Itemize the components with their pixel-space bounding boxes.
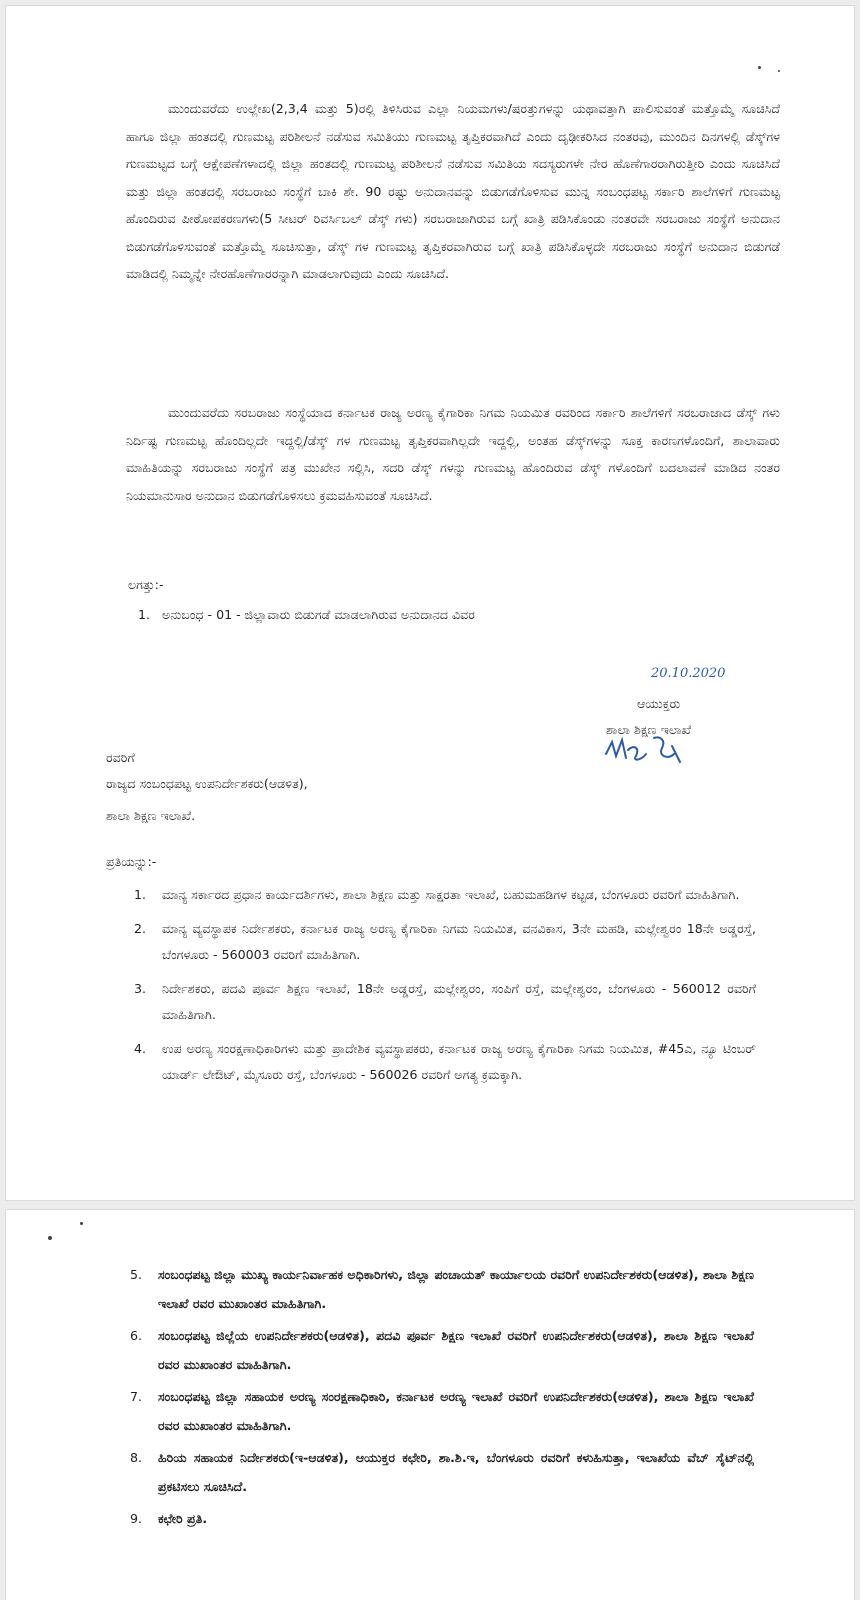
body-paragraph-1-text: ಮುಂದುವರೆದು ಉಲ್ಲೇಖ(2,3,4 ಮತ್ತು 5)ರಲ್ಲಿ ತಿಳಿಸಿರುವ ಎಲ್ಲಾ ನಿಯಮಗಳು/ಷರತ್ತುಗಳನ್ನು ಯಥಾವತ್ತಾಗಿ ಪಾಲಿಸುವಂತೆ ಮತ್ತೊಮ್ಮೆ ಸೂಚಿಸಿದೆ ಹಾಗೂ ಜಿಲ್ಲಾ ಹಂತದಲ್ಲಿ ಗುಣಮಟ್ಟ ಪರಿಶೀಲನೆ ನಡೆಸುವ ಸಮಿತಿಯು ಗುಣಮಟ್ಟ ತೃಪ್ತಿಕರವಾಗಿದೆ ಎಂದು ದೃಢೀಕರಿಸಿದ ನಂತರವು, ಮುಂದಿನ ದಿನಗಳಲ್ಲಿ ಡೆಸ್ಕ್‌ಗಳ ಗುಣಮಟ್ಟದ ಬಗ್ಗೆ ಆಕ್ಷೇಪಣೆಗಳಾದಲ್ಲಿ ಜಿಲ್ಲಾ ಹಂತದಲ್ಲಿ ಗುಣಮಟ್ಟ ಪರಿಶೀಲನೆ ನಡೆಸುವ ಸಮಿತಿಯ ಸದಸ್ಯರುಗಳೇ ನೇರ ಹೊಣೆಗಾರರಾಗಿರುತ್ತೀರಿ ಎಂದು ಸೂಚಿಸಿದೆ ಮತ್ತು ಜಿಲ್ಲಾ ಹಂತದಲ್ಲಿ ಸರಬರಾಜು ಸಂಸ್ಥೆಗೆ ಬಾಕಿ ಶೇ. 90 ರಷ್ಟು ಅನುದಾನವನ್ನು ಬಿಡುಗಡೆಗೊಳಿಸುವ ಮುನ್ನ ಸಂಬಂಧಪಟ್ಟ ಸರ್ಕಾರಿ ಶಾಲೆಗಳಿಗೆ ಗುಣಮಟ್ಟ ಹೊಂದಿರುವ ಪೀಠೋಪಕರಣಗಳು(5 ಸೀಟರ್ ರಿವರ್ಸಿಬಲ್ ಡೆಸ್ಕ್ ಗಳು) ಸರಬರಾಜಾಗಿರುವ ಬಗ್ಗೆ ಖಾತ್ರಿ ಪಡಿಸಿಕೊಂಡು ನಂತರವೇ ಸರಬರಾಜು ಸಂಸ್ಥೆಗೆ ಅನುದಾನ ಬಿಡುಗಡೆಗೊಳಿಸುವಂತೆ ಮತ್ತೊಮ್ಮೆ ಸೂಚಿಸುತ್ತಾ, ಡೆಸ್ಕ್ ಗಳ ಗುಣಮಟ್ಟ ತೃಪ್ತಿಕರವಾಗಿರುವ ಬಗ್ಗೆ ಖಾತ್ರಿ ಪಡಿಸಿಕೊಳ್ಳದೇ ಸರಬರಾಜು ಸಂಸ್ಥೆಗೆ ಅನುದಾನ ಬಿಡುಗಡೆ ಮಾಡಿದಲ್ಲಿ ನಿಮ್ಮನ್ನೇ ನೇರಹೊಣೆಗಾರರನ್ನಾಗಿ ಮಾಡಲಾಗುವುದು ಎಂದು ಸೂಚಿಸಿದೆ. (126, 101, 780, 281)
signature-date: 20.10.2020 (651, 666, 726, 681)
list-item-text: ಕಛೇರಿ ಪ್ರತಿ. (158, 1511, 208, 1526)
list-item (130, 1443, 754, 1501)
list-item-number: 1. (134, 887, 147, 902)
list-item-text: ಸಂಬಂಧಪಟ್ಟ ಜಿಲ್ಲೆಯ ಉಪನಿರ್ದೇಶಕರು(ಆಡಳಿತ), ಪದವಿ ಪೂರ್ವ ಶಿಕ್ಷಣ ಇಲಾಖೆ ರವರಿಗೆ ಉಪನಿರ್ದೇಶಕರು(ಆಡಳಿತ), ಶಾಲಾ ಶಿಕ್ಷಣ ಇಲಾಖೆ ರವರ ಮುಖಾಂತರ ಮಾಹಿತಿಗಾಗಿ. (158, 1328, 754, 1372)
recipient-line-1: ರಾಜ್ಯದ ಸಂಬಂಧಪಟ್ಟ ಉಪನಿರ್ದೇಶಕರು(ಆಡಳಿತ), (106, 776, 308, 791)
list-item-number: 3. (134, 981, 147, 996)
body-paragraph-1 (126, 95, 780, 288)
recipient-heading: ರವರಿಗೆ (106, 750, 135, 765)
list-item-text: ಸಂಬಂಧಪಟ್ಟ ಜಿಲ್ಲಾ ಸಹಾಯಕ ಅರಣ್ಯ ಸಂರಕ್ಷಣಾಧಿಕಾರಿ, ಕರ್ನಾಟಕ ಅರಣ್ಯ ಇಲಾಖೆ ರವರಿಗೆ ಉಪನಿರ್ದೇಶಕರು(ಆಡಳಿತ), ಶಾಲಾ ಶಿಕ್ಷಣ ಇಲಾಖೆ ರವರ ಮುಖಾಂತರ ಮಾಹಿತಿಗಾಗಿ. (158, 1389, 754, 1433)
list-item (134, 976, 756, 1028)
list-item (134, 1036, 756, 1088)
list-item (134, 916, 756, 968)
list-item (130, 1382, 754, 1440)
handwritten-signature (602, 728, 694, 768)
list-item (134, 882, 756, 908)
body-paragraph-2-text: ಮುಂದುವರೆದು ಸರಬರಾಜು ಸಂಸ್ಥೆಯಾದ ಕರ್ನಾಟಕ ರಾಜ್ಯ ಅರಣ್ಯ ಕೈಗಾರಿಕಾ ನಿಗಮ ನಿಯಮಿತ ರವರಿಂದ ಸರ್ಕಾರಿ ಶಾಲೆಗಳಿಗೆ ಸರಬರಾಜಾದ ಡೆಸ್ಕ್ ಗಳು ನಿರ್ದಿಷ್ಟ ಗುಣಮಟ್ಟ ಹೊಂದಿಲ್ಲದೇ ಇದ್ದಲ್ಲಿ/ಡೆಸ್ಕ್ ಗಳ ಗುಣಮಟ್ಟ ತೃಪ್ತಿಕರವಾಗಿಲ್ಲದೇ ಇದ್ದಲ್ಲಿ, ಅಂತಹ ಡೆಸ್ಕ್‌ಗಳನ್ನು ಸೂಕ್ತ ಕಾರಣಗಳೊಂದಿಗೆ, ಶಾಲಾವಾರು ಮಾಹಿತಿಯನ್ನು ಸರಬರಾಜು ಸಂಸ್ಥೆಗೆ ಪತ್ರ ಮುಖೇನ ಸಲ್ಲಿಸಿ, ಸದರಿ ಡೆಸ್ಕ್ ಗಳನ್ನು ಗುಣಮಟ್ಟ ಹೊಂದಿರುವ ಡೆಸ್ಕ್ ಗಳೊಂದಿಗೆ ಬದಲಾವಣೆ ಮಾಡಿದ ನಂತರ ನಿಯಮಾನುಸಾರ ಅನುದಾನ ಬಿಡುಗಡೆಗೊಳಿಸಲು ಕ್ರಮವಹಿಸುವಂತೆ ಸೂಚಿಸಿದೆ. (126, 405, 780, 503)
attachment-number: 1. (138, 607, 151, 622)
signatory-department: ಶಾಲಾ ಶಿಕ್ಷಣ ಇಲಾಖೆ (606, 722, 692, 737)
list-item-number: 4. (134, 1041, 147, 1056)
list-item-text: ಹಿರಿಯ ಸಹಾಯಕ ನಿರ್ದೇಶಕರು(ಇ-ಆಡಳಿತ), ಆಯುಕ್ತರ ಕಛೇರಿ, ಶಾ.ಶಿ.ಇ, ಬೆಂಗಳೂರು ರವರಿಗೆ ಕಳುಹಿಸುತ್ತಾ, ಇಲಾಖೆಯ ವೆಬ್ ಸೈಟ್‌ನಲ್ಲಿ ಪ್ರಕಟಿಸಲು ಸೂಚಿಸಿದೆ. (158, 1450, 754, 1494)
list-item-number: 2. (134, 921, 147, 936)
scan-speck (778, 70, 780, 72)
attachments-heading: ಲಗತ್ತು:- (128, 577, 164, 592)
list-item-text: ನಿರ್ದೇಶಕರು, ಪದವಿ ಪೂರ್ವ ಶಿಕ್ಷಣ ಇಲಾಖೆ, 18ನೇ ಅಡ್ಡರಸ್ತೆ, ಮಲ್ಲೇಶ್ವರಂ, ಸಂಪಿಗೆ ರಸ್ತೆ, ಮಲ್ಲೇಶ್ವರಂ, ಬೆಂಗಳೂರು - 560012 ರವರಿಗೆ ಮಾಹಿತಿಗಾಗಿ. (162, 981, 756, 1022)
list-item (130, 1260, 754, 1318)
list-item-number: 8. (130, 1450, 143, 1465)
signatory-title: ಆಯುಕ್ತರು (637, 696, 681, 711)
list-item (130, 1321, 754, 1379)
list-item-text: ಮಾನ್ಯ ಸರ್ಕಾರದ ಪ್ರಧಾನ ಕಾರ್ಯದರ್ಶಿಗಳು, ಶಾಲಾ ಶಿಕ್ಷಣ ಮತ್ತು ಸಾಕ್ಷರತಾ ಇಲಾಖೆ, ಬಹುಮಹಡಿಗಳ ಕಟ್ಟಡ, ಬೆಂಗಳೂರು ರವರಿಗೆ ಮಾಹಿತಿಗಾಗಿ. (162, 887, 740, 902)
recipient-line-2: ಶಾಲಾ ಶಿಕ್ಷಣ ಇಲಾಖೆ. (106, 808, 196, 823)
list-item-number: 7. (130, 1389, 143, 1404)
list-item-number: 6. (130, 1328, 143, 1343)
list-item-text: ಉಪ ಅರಣ್ಯ ಸಂರಕ್ಷಣಾಧಿಕಾರಿಗಳು ಮತ್ತು ಪ್ರಾದೇಶಿಕ ವ್ಯವಸ್ಥಾಪಕರು, ಕರ್ನಾಟಕ ರಾಜ್ಯ ಅರಣ್ಯ ಕೈಗಾರಿಕಾ ನಿಗಮ ನಿಯಮಿತ, #45ಎ, ನ್ಯೂ ಟಿಂಬರ್ ಯಾರ್ಡ್ ಲೇಔಟ್, ಮೈಸೂರು ರಸ್ತೆ, ಬೆಂಗಳೂರು - 560026 ರವರಿಗೆ ಅಗತ್ಯ ಕ್ರಮಕ್ಕಾಗಿ. (162, 1041, 756, 1082)
copy-to-heading: ಪ್ರತಿಯನ್ನು:- (106, 854, 157, 869)
copy-to-list-continued (130, 1260, 754, 1536)
document-page-1 (6, 6, 854, 1200)
scan-speck (48, 1236, 52, 1240)
list-item-number: 5. (130, 1267, 143, 1282)
list-item-text: ಸಂಬಂಧಪಟ್ಟ ಜಿಲ್ಲಾ ಮುಖ್ಯ ಕಾರ್ಯನಿರ್ವಾಹಕ ಅಧಿಕಾರಿಗಳು, ಜಿಲ್ಲಾ ಪಂಚಾಯತ್ ಕಾರ್ಯಾಲಯ ರವರಿಗೆ ಉಪನಿರ್ದೇಶಕರು(ಆಡಳಿತ), ಶಾಲಾ ಶಿಕ್ಷಣ ಇಲಾಖೆ ರವರ ಮುಖಾಂತರ ಮಾಹಿತಿಗಾಗಿ. (158, 1267, 754, 1311)
list-item-text: ಮಾನ್ಯ ವ್ಯವಸ್ಥಾಪಕ ನಿರ್ದೇಶಕರು, ಕರ್ನಾಟಕ ರಾಜ್ಯ ಅರಣ್ಯ ಕೈಗಾರಿಕಾ ನಿಗಮ ನಿಯಮಿತ, ವನವಿಕಾಸ, 3ನೇ ಮಹಡಿ, ಮಲ್ಲೇಶ್ವರಂ 18ನೇ ಅಡ್ಡರಸ್ತೆ, ಬೆಂಗಳೂರು - 560003 ರವರಿಗೆ ಮಾಹಿತಿಗಾಗಿ. (162, 921, 756, 962)
list-item-number: 9. (130, 1511, 143, 1526)
scan-speck (80, 1222, 83, 1225)
list-item (130, 1504, 754, 1533)
scan-speck (758, 66, 761, 69)
copy-to-list (134, 882, 756, 1096)
attachment-text: ಅನುಬಂಧ - 01 - ಜಿಲ್ಲಾವಾರು ಬಿಡುಗಡೆ ಮಾಡಲಾಗಿರುವ ಅನುದಾನದ ವಿವರ (162, 607, 475, 622)
body-paragraph-2 (126, 399, 780, 509)
attachment-item (138, 607, 475, 623)
